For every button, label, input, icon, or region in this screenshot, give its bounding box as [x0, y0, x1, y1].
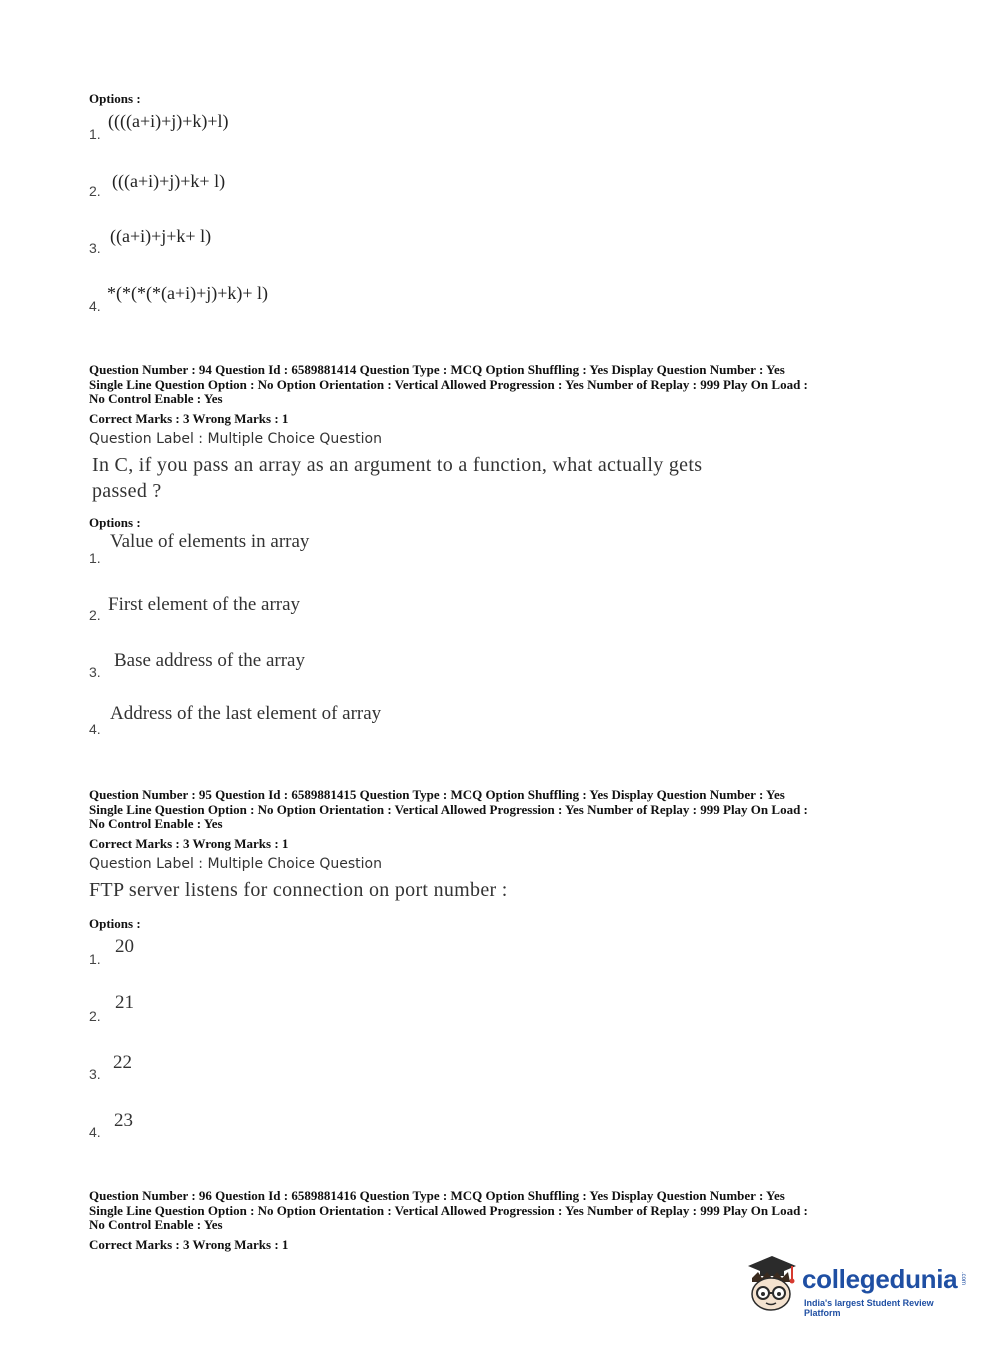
meta-line: No Control Enable : Yes: [89, 391, 223, 406]
option-text[interactable]: 23: [114, 1110, 133, 1131]
meta-line: Single Line Question Option : No Option Orientation : Vertical Allowed Progression : Yes Number of Replay : 999 Play On Load :: [89, 1202, 808, 1218]
meta-line: No Control Enable : Yes: [89, 816, 223, 831]
option-text[interactable]: 22: [113, 1052, 132, 1073]
question-text: In C, if you pass an array as an argument to a function, what actually gets: [92, 454, 703, 476]
question-marks: Correct Marks : 3 Wrong Marks : 1: [89, 1237, 289, 1252]
option-number: 3.: [89, 1066, 101, 1082]
option-text[interactable]: First element of the array: [108, 594, 301, 615]
question-marks: Correct Marks : 3 Wrong Marks : 1: [89, 411, 289, 426]
meta-line: Single Line Question Option : No Option Orientation : Vertical Allowed Progression : Yes Number of Replay : 999 Play On Load :: [89, 801, 808, 817]
question-meta: [89, 1189, 929, 1233]
logo-tagline: India's largest Student Review Platform: [804, 1298, 934, 1318]
option-text[interactable]: 21: [115, 992, 134, 1013]
meta-line: Single Line Question Option : No Option Orientation : Vertical Allowed Progression : Yes Number of Replay : 999 Play On Load :: [89, 376, 808, 392]
option-number: 2.: [89, 1008, 101, 1024]
options-heading: Options :: [89, 916, 141, 931]
logo-wordmark: collegedunia: [802, 1264, 958, 1294]
option-number: 2.: [89, 607, 101, 623]
option-text[interactable]: Value of elements in array: [110, 531, 310, 552]
meta-line: Question Number : 96 Question Id : 6589881416 Question Type : MCQ Option Shuffling : Yes Display Question Number : Yes: [89, 1188, 785, 1203]
options-heading: Options :: [89, 515, 141, 530]
question-meta: [89, 363, 929, 407]
mascot-icon: [742, 1250, 800, 1318]
option-text[interactable]: 20: [115, 936, 134, 957]
options-heading: Options :: [89, 91, 141, 106]
option-number: 4.: [89, 1124, 101, 1140]
question-label: Question Label : Multiple Choice Question: [89, 431, 382, 447]
option-text[interactable]: ((a+i)+j+k+ l): [110, 226, 212, 246]
collegedunia-logo[interactable]: [742, 1250, 972, 1320]
option-number: 3.: [89, 240, 101, 256]
option-number: 4.: [89, 298, 101, 314]
option-text[interactable]: ((((a+i)+j)+k)+l): [108, 111, 229, 131]
option-number: 3.: [89, 664, 101, 680]
meta-line: Question Number : 94 Question Id : 6589881414 Question Type : MCQ Option Shuffling : Yes Display Question Number : Yes: [89, 362, 785, 377]
option-text[interactable]: Base address of the array: [114, 650, 305, 671]
option-number: 1.: [89, 951, 101, 967]
logo-suffix: .com: [960, 1272, 966, 1286]
meta-line: No Control Enable : Yes: [89, 1217, 223, 1232]
option-number: 2.: [89, 183, 101, 199]
question-meta: [89, 788, 929, 832]
option-number: 1.: [89, 550, 101, 566]
option-text[interactable]: (((a+i)+j)+k+ l): [112, 171, 226, 191]
question-text: passed ?: [92, 480, 162, 502]
question-text: FTP server listens for connection on port number :: [89, 879, 508, 901]
question-label: Question Label : Multiple Choice Question: [89, 856, 382, 872]
option-text[interactable]: *(*(*(*(a+i)+j)+k)+ l): [107, 283, 269, 303]
question-marks: Correct Marks : 3 Wrong Marks : 1: [89, 836, 289, 851]
option-number: 4.: [89, 721, 101, 737]
option-number: 1.: [89, 126, 101, 142]
option-text[interactable]: Address of the last element of array: [110, 703, 382, 724]
meta-line: Question Number : 95 Question Id : 6589881415 Question Type : MCQ Option Shuffling : Yes Display Question Number : Yes: [89, 787, 785, 802]
